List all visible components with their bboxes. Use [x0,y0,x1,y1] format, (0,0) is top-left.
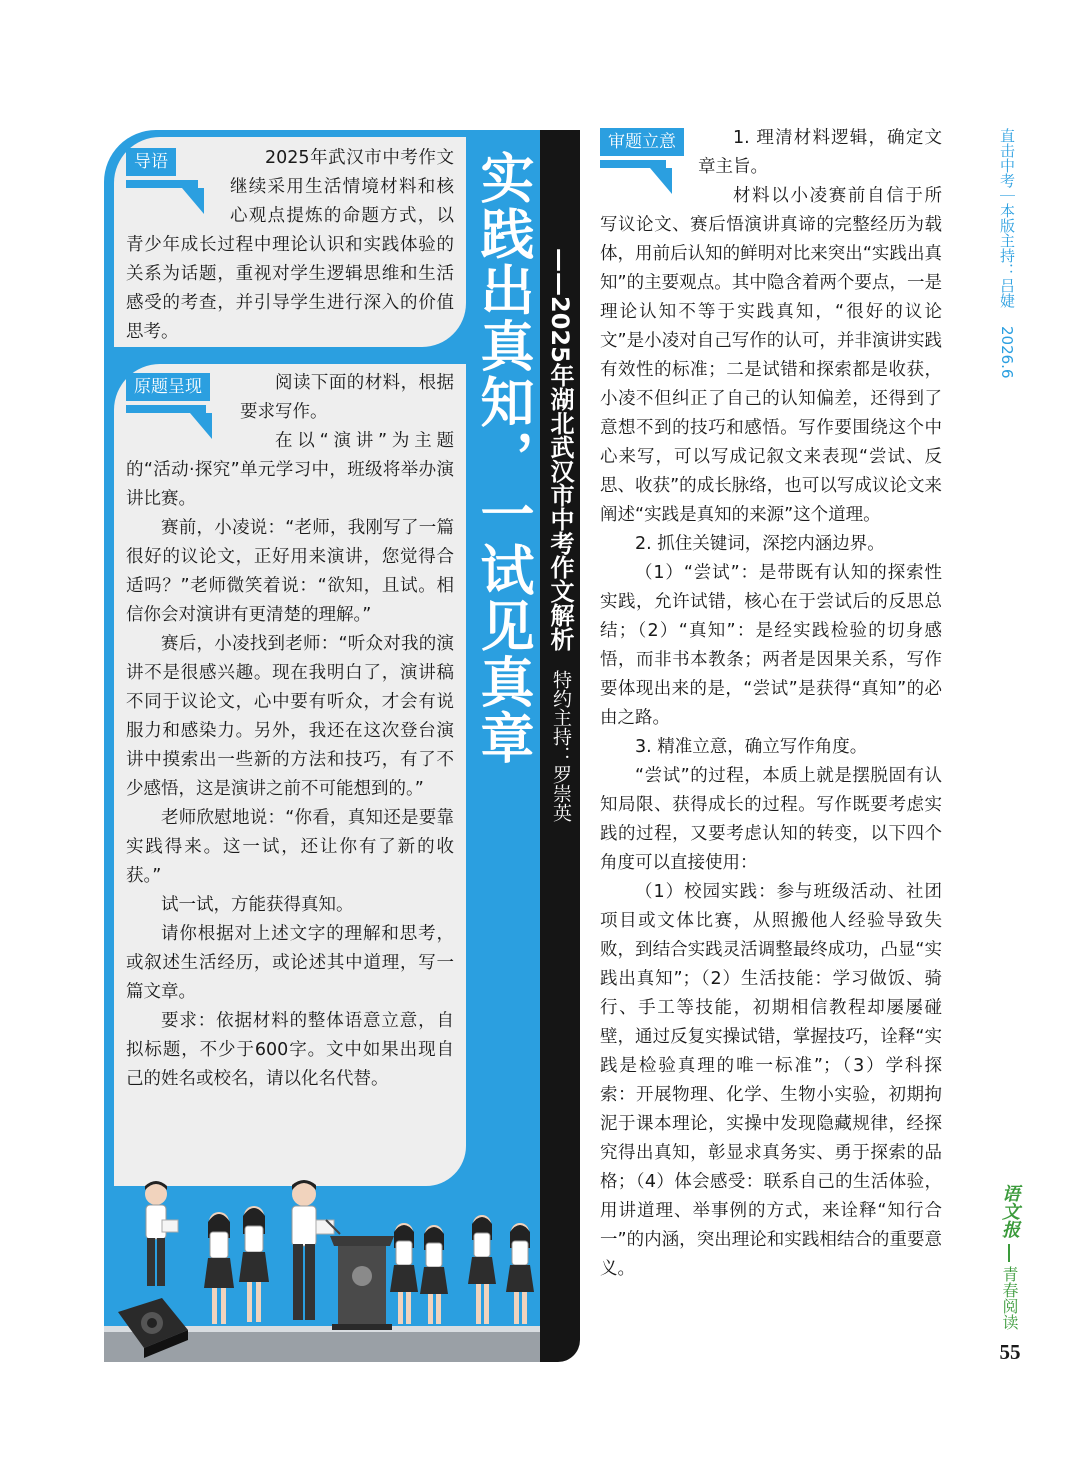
student-figure [145,1181,178,1286]
intro-tag [126,148,216,218]
analysis-tag-label: 审题立意 [600,128,684,156]
analysis-tag [600,128,684,194]
intro-text [126,137,454,347]
material-paragraph: 赛前，小凌说：“老师，我刚写了一篇很好的议论文，正好用来演讲，您觉得合适吗？”老师微笑着说：“欲知，且试。相信你会对演讲有更清楚的理解。” [126,518,454,625]
intro-panel [114,137,466,347]
analysis-heading: 3. 精准立意，确立写作角度。 [635,737,868,757]
intro-paragraph: 2025年武汉市中考作文继续采用生活情境材料和核心观点提炼的命题方式，以青少年成长过程中理论认识和实践体验的关系为话题，重视对学生逻辑思维和生活感受的考查，并引导学生进行深入的价值思考。 [126,148,454,342]
special-host: 特约主持：罗崇英 [550,670,572,822]
article-title: 实践出真知，一试见真章 [472,150,535,766]
student-figure [239,1206,269,1322]
analysis-paragraph: （1）“尝试”：是带既有认知的探索性实践，允许试错，核心在于尝试后的反思总结；（2）“真知”：是经实践检验的切身感悟，而非书本教条；两者是因果关系，写作要体现出来的是，“尝试”是获得“真知”的必由之路。 [600,563,942,728]
article-subtitle: ——2025年湖北武汉市中考作文解析 [546,248,574,651]
student-figure [390,1223,418,1324]
column-name [994,128,1020,308]
tag-arrow-icon [190,413,212,439]
material-tag-label: 原题呈现 [126,373,210,401]
material-paragraph: 要求：依据材料的整体语意立意，自拟标题，不少于600字。文中如果出现自己的姓名或校名，请以化名代替。 [126,1011,454,1089]
material-text [126,364,454,1094]
column-label: 直击中考 [998,128,1016,188]
material-tag [126,373,226,443]
speaker-figure [292,1180,334,1320]
material-panel [114,364,466,1186]
tag-arrow-icon [650,168,672,194]
intro-tag-label: 导语 [126,148,176,176]
student-figure [468,1215,496,1324]
analysis-heading: 1. 理清材料逻辑，确定文章主旨。 [698,128,942,177]
analysis-column [600,124,942,1284]
separator: ｜ [998,188,1016,203]
material-paragraph: 请你根据对上述文字的理解和思考，或叙述生活经历，或论述其中道理，写一篇文章。 [126,924,454,1002]
editor-label: 本版主持：吕婕 [998,203,1016,308]
student-figure [204,1212,234,1324]
issue-date: 2026.6 [998,326,1016,379]
brand-separator [1008,1244,1010,1262]
section-name: 青春阅读 [1000,1266,1019,1330]
material-paragraph: 试一试，方能获得真知。 [161,895,354,915]
podium-icon [326,1220,394,1330]
tag-bar-decoration [600,160,666,168]
speech-contest-illustration [104,1180,540,1362]
material-paragraph: 老师欣慰地说：“你看，真知还是要靠实践得来。这一试，还让你有了新的收获。” [126,808,454,886]
analysis-heading: 2. 抓住关键词，深挖内涵边界。 [635,534,885,554]
material-paragraph: 在以“演讲”为主题的“活动·探究”单元学习中，班级将举办演讲比赛。 [126,431,454,509]
page-number: 55 [999,1340,1021,1364]
analysis-paragraph: “尝试”的过程，本质上就是摆脱固有认知局限、获得成长的过程。写作既要考虑实践的过程，又要考虑认知的转变，以下四个角度可以直接使用： [600,766,942,873]
student-figure [506,1223,534,1324]
tag-arrow-icon [182,188,204,214]
analysis-paragraph: 材料以小凌赛前自信于所写议论文、赛后悟演讲真谛的完整经历为载体，用前后认知的鲜明对比来突出“实践出真知”的主要观点。其中隐含着两个要点，一是理论认知不等于实践真知，“很好的议论文”是小凌对自己写作的认可，并非演讲实践有效性的标准；二是试错和探索都是收获，小凌不但纠正了自己的认知偏差，还得到了意想不到的技巧和感悟。写作要围绕这个中心来写，可以写成记叙文来表现“尝试、反思、收获”的成长脉络，也可以写成议论文来阐述“实践是真知的来源”这个道理。 [600,186,942,525]
brand-logo: 语文报 [999,1184,1020,1238]
material-paragraph: 赛后，小凌找到老师：“听众对我的演讲不是很感兴趣。现在我明白了，演讲稿不同于议论文，心中要有听众，才会有说服力和感染力。另外，我还在这次登台演讲中摸索出一些新的方法和技巧，有了不少感悟，这是演讲之前不可能想到的。” [126,634,454,799]
tag-bar-decoration [126,180,198,188]
student-figure [420,1225,448,1324]
material-paragraph: 阅读下面的材料，根据要求写作。 [240,373,454,422]
analysis-text [600,124,942,1284]
tag-bar-decoration [126,405,206,413]
analysis-paragraph: （1）校园实践：参与班级活动、社团项目或文体比赛，从照搬他人经验导致失败，到结合实践灵活调整最终成功，凸显“实践出真知”；（2）生活技能：学习做饭、骑行、手工等技能，初期相信教程却屡屡碰壁，通过反复实操试错，掌握技巧，诠释“实践是检验真理的唯一标准”；（3）学科探索：开展物理、化学、生物小实验，初期拘泥于课本理论，实操中发现隐藏规律，经探究得出真知，彰显求真务实、勇于探索的品格；（4）体会感受：联系自己的生活体验，用讲道理、举事例的方式，来诠释“知行合一”的内涵，突出理论和实践相结合的重要意义。 [600,882,942,1279]
